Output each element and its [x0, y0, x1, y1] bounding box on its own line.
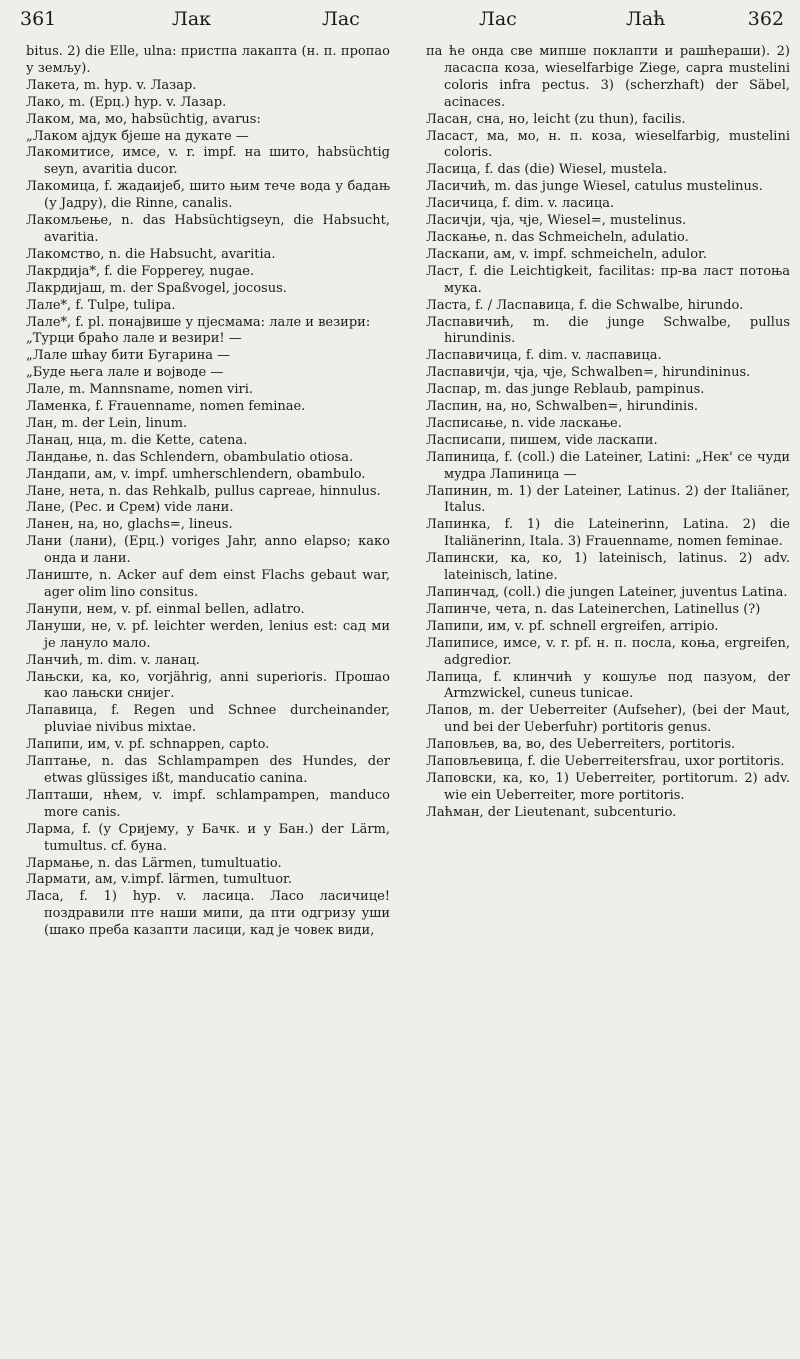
- dictionary-entry: „Турци браћо лале и везири! —: [26, 331, 242, 347]
- dictionary-entry: Лакета, m. hyp. v. Лазар.: [26, 77, 197, 93]
- dictionary-entry: Лане, (Рес. и Срем) vide лани.: [26, 500, 234, 516]
- dictionary-entry: Ласа, f. 1) hyp. v. ласица. Ласо ласичице! поздравили пте наши мипи, да пти одгризу уши (шако преба казапти ласици, кад је човек види,: [26, 889, 390, 939]
- page-number-left: 361: [20, 8, 57, 30]
- guide-word-left-1: Лак: [172, 8, 212, 30]
- dictionary-entry: Ласица, f. das (die) Wiesel, mustela.: [426, 162, 667, 178]
- dictionary-entry: Лапов, m. der Ueberreiter (Aufseher), (bei der Maut, und bei der Ueberfuhr) portitoris genus.: [426, 703, 790, 736]
- dictionary-entry: Ласта, f. / Ласпавица, f. die Schwalbe, hirundo.: [426, 297, 744, 313]
- dictionary-entry: Лапиписе, имсе, v. r. pf. н. п. посла, коња, ergreifen, adgredior.: [426, 635, 790, 668]
- dictionary-entry: Ласпар, m. das junge Reblaub, pampinus.: [426, 382, 705, 398]
- dictionary-entry: Ласкапи, ам, v. impf. schmeicheln, adulor.: [426, 246, 707, 262]
- dictionary-entry: Лаптање, n. das Schlampampen des Hundes, der etwas glüssiges ißt, manducatio canina.: [26, 754, 390, 786]
- dictionary-entry: Ласичић, m. das junge Wiesel, catulus mustelinus.: [426, 179, 763, 195]
- dictionary-entry: Ланац, нца, m. die Kette, catena.: [26, 432, 248, 448]
- dictionary-entry: Ласкање, n. das Schmeicheln, adulatio.: [426, 229, 689, 245]
- dictionary-entry: „Лаком ајдук бјеше на дукате —: [26, 128, 249, 144]
- dictionary-entry: Ланен, на, но, glachs=, lineus.: [26, 517, 233, 533]
- left-column: [26, 44, 390, 1349]
- page-number-right: 362: [747, 8, 784, 30]
- dictionary-entry: Ласпавичји, чја, чје, Schwalben=, hirundininus.: [426, 365, 751, 381]
- dictionary-entry: Лале*, f. pl. понајвише у пјесмама: лале и везири:: [26, 314, 371, 330]
- dictionary-entry: Лаком, ма, мо, habsüchtig, avarus:: [26, 111, 261, 127]
- dictionary-entry: Лапинче, чета, n. das Lateinerchen, Latinellus (?): [426, 601, 761, 617]
- dictionary-entry: Ласаст, ма, мо, н. п. коза, wieselfarbig, mustelini coloris.: [426, 128, 790, 161]
- dictionary-entry: Ласпавичић, m. die junge Schwalbe, pullus hirundinis.: [426, 314, 790, 347]
- dictionary-entry: Лакрдијаш, m. der Spaßvogel, jocosus.: [26, 280, 287, 296]
- dictionary-entry: Лаповљев, ва, во, des Ueberreiters, portitoris.: [426, 737, 736, 753]
- dictionary-entry: Лаповљевица, f. die Ueberreitersfrau, uxor portitoris.: [426, 754, 785, 770]
- dictionary-entry: Лапавица, f. Regen und Schnee durcheinander, pluviae nivibus mixtae.: [26, 703, 390, 736]
- guide-word-right-1: Лас: [479, 8, 517, 30]
- dictionary-entry: Ландање, n. das Schlendern, obambulatio otiosa.: [26, 449, 354, 465]
- dictionary-entry: Ласписапи, пишем, vide ласкапи.: [426, 432, 658, 448]
- dictionary-entry: Лан, m. der Lein, linum.: [26, 415, 188, 431]
- dictionary-entry: Лане, нета, n. das Rehkalb, pullus capreae, hinnulus.: [26, 483, 381, 499]
- dictionary-entry: Лале*, f. Tulpe, tulipa.: [26, 297, 176, 313]
- dictionary-entry: Ларма, f. (у Сријему, у Бачк. и у Бан.) der Lärm, tumultus. cf. буна.: [26, 821, 390, 854]
- dictionary-entry: Лани (лани), (Ерц.) voriges Jahr, anno elapso; како онда и лани.: [26, 534, 390, 567]
- dictionary-entry: Лапипи, им, v. pf. schnappen, capto.: [26, 737, 270, 753]
- dictionary-entry: Лануши, не, v. pf. leichter werden, lenius est: сад ми је лануло мало.: [26, 618, 390, 651]
- dictionary-entry: Ландапи, ам, v. impf. umherschlendern, obambulo.: [26, 466, 366, 482]
- dictionary-entry: Ласписање, n. vide ласкање.: [426, 415, 622, 431]
- dictionary-entry: Лапинчад, (coll.) die jungen Lateiner, juventus Latina.: [426, 585, 788, 600]
- dictionary-entry: Ласпин, на, но, Schwalben=, hirundinis.: [426, 399, 699, 415]
- dictionary-entry: Ласичица, f. dim. v. ласица.: [426, 196, 615, 212]
- guide-word-left-2: Лас: [322, 8, 360, 30]
- dictionary-entry: Лако, m. (Ерц.) hyp. v. Лазар.: [26, 94, 227, 110]
- running-head: [14, 8, 786, 38]
- dictionary-entry: Ласан, сна, но, leicht (zu thun), facilis.: [426, 111, 686, 127]
- dictionary-entry: Ласпавичица, f. dim. v. ласпавица.: [426, 348, 662, 364]
- dictionary-entry: Лакомица, f. жадаијеб, шито њим тече вода у бадањ (у Јадру), die Rinne, canalis.: [26, 179, 390, 212]
- dictionary-entry: Лакрдија*, f. die Fopperey, nugae.: [26, 263, 255, 279]
- right-column: [426, 44, 790, 1349]
- dictionary-entry: Лапиница, f. (coll.) die Lateiner, Latini: „Нек' се чуди мудра Лапиница —: [426, 449, 790, 482]
- dictionary-entry: Лармати, ам, v.impf. lärmen, tumultuor.: [26, 872, 292, 888]
- dictionary-entry: Лармање, n. das Lärmen, tumultuatio.: [26, 855, 282, 871]
- dictionary-entry: па ће онда све мипше поклапти и рашћераши). 2) ласаспа коза, wieselfarbige Ziege, capra mustelini coloris infra pectus. 3) (scherzhaft) der Säbel, acinaces.: [426, 44, 790, 110]
- dictionary-entry: Лаћман, der Lieutenant, subcenturio.: [426, 804, 677, 820]
- dictionary-entry: Лакомитисе, имсе, v. r. impf. на шито, habsüchtig seyn, avaritia ducor.: [26, 145, 390, 178]
- dictionary-entry: Лакомљење, n. das Habsüchtigseyn, die Habsucht, avaritia.: [26, 213, 390, 245]
- dictionary-entry: Ланчић, m. dim. v. ланац.: [26, 652, 200, 668]
- dictionary-entry: bitus. 2) die Elle, ulna: пристпа лакапта (н. п. пропао у земљу).: [26, 44, 390, 76]
- dictionary-entry: Лаповски, ка, ко, 1) Ueberreiter, portitorum. 2) adv. wie ein Ueberreiter, more portitoris.: [426, 770, 790, 803]
- dictionary-entry: Лапташи, нћем, v. impf. schlampampen, manduco more canis.: [26, 787, 390, 820]
- dictionary-entry: Лапинка, f. 1) die Lateinerinn, Latina. 2) die Italiänerinn, Itala. 3) Frauenname, nomen feminae.: [426, 517, 790, 550]
- guide-word-right-2: Лаћ: [626, 8, 666, 30]
- dictionary-entry: Лапински, ка, ко, 1) lateinisch, latinus. 2) adv. lateinisch, latine.: [426, 551, 790, 584]
- dictionary-entry: Ламенка, f. Frauenname, nomen feminae.: [26, 399, 306, 415]
- dictionary-entry: Ласичји, чја, чје, Wiesel=, mustelinus.: [426, 213, 687, 229]
- dictionary-entry: „Буде њега лале и војводе —: [26, 365, 224, 381]
- dictionary-entry: Лале, m. Mannsname, nomen viri.: [26, 382, 254, 398]
- dictionary-entry: Лапипи, им, v. pf. schnell ergreifen, arripio.: [426, 618, 719, 634]
- dictionary-entry: Лапинин, m. 1) der Lateiner, Latinus. 2) der Italiäner, Italus.: [426, 483, 790, 516]
- dictionary-entry: Лапица, f. клинчић у кошуље под пазуом, der Armzwickel, cuneus tunicae.: [426, 669, 790, 702]
- dictionary-entry: „Лале шћау бити Бугарина —: [26, 348, 231, 364]
- dictionary-entry: Ласт, f. die Leichtigkeit, facilitas: пр-ва ласт потоња мука.: [426, 263, 790, 296]
- dictionary-entry: Ланиште, n. Acker auf dem einst Flachs gebaut war, ager olim lino consitus.: [26, 568, 390, 600]
- dictionary-entry: Лакомство, n. die Habsucht, avaritia.: [26, 246, 276, 262]
- dictionary-entry: Ланупи, нем, v. pf. einmal bellen, adlatro.: [26, 601, 305, 617]
- dictionary-entry: Лањски, ка, ко, vorjährig, anni superioris. Прошао као лањски снијег.: [26, 669, 390, 702]
